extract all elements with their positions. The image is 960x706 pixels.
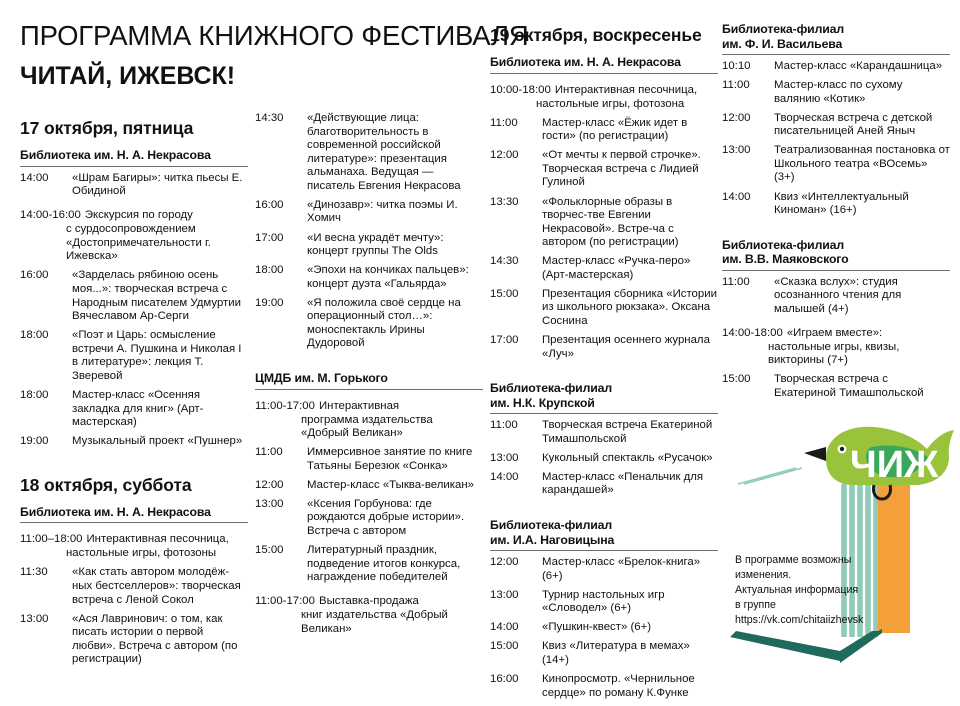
event-time: 14:30 (255, 112, 284, 124)
event-description: «Зарделась рябиною осень моя...»: творческая встреча с Народным писателем Удмуртии Вячеславом Ар-Серги (72, 269, 241, 323)
event-item[interactable] (255, 297, 483, 351)
event-description-continued: настольные игры, квизы, викторины (7+) (768, 340, 900, 367)
event-item[interactable] (255, 446, 483, 473)
event-time: 13:00 (490, 451, 519, 464)
event-description: Театрализованная постановка от Школьного театра «ВОсемь» (3+) (774, 144, 950, 184)
event-description: «Поэт и Царь: осмысление встречи А. Пушкина и Николая I в литературе»: лекция Т. Зверевой (72, 329, 242, 382)
venue-rule (722, 54, 950, 55)
event-time: 14:00 (20, 171, 49, 184)
event-item[interactable] (722, 373, 950, 400)
event-item[interactable] (255, 112, 483, 193)
event-item[interactable] (490, 621, 718, 635)
event-list (490, 556, 718, 700)
event-item[interactable] (722, 144, 950, 185)
event-item[interactable] (490, 556, 718, 583)
event-time: 11:00 (490, 116, 518, 129)
event-item[interactable] (722, 60, 950, 74)
event-time: 13:00 (490, 588, 519, 601)
event-item[interactable] (490, 117, 718, 144)
event-description: «Динозавр»: читка поэмы И. Хомич (307, 198, 458, 225)
venue-rule (255, 389, 483, 390)
event-time: 11:00 (255, 446, 283, 459)
venue-heading: Библиотека-филиал им. В.В. Маяковского (722, 237, 849, 267)
poster-title-block (20, 20, 529, 90)
poster-title-main: ПРОГРАММА КНИЖНОГО ФЕСТИВАЛЯ (20, 20, 529, 51)
event-time: 13:00 (722, 144, 751, 157)
venue-rule (490, 413, 718, 414)
event-list (255, 112, 483, 351)
event-item[interactable] (490, 640, 718, 667)
event-item[interactable] (20, 172, 248, 199)
event-description: Литературный праздник, подведение итогов конкурса, награждение победителей (307, 544, 461, 584)
event-description: Интерактивная песочница, настольные игры, фотозоны (20, 533, 248, 561)
event-time: 18:00 (255, 264, 284, 277)
event-list (490, 419, 718, 498)
venue-heading: Библиотека им. Н. А. Некрасова (20, 504, 211, 519)
event-list (722, 60, 950, 218)
event-description: Квиз «Литература в мемах» (14+) (542, 640, 690, 666)
footer-note-line-4: в группе (735, 599, 776, 612)
event-item[interactable] (255, 544, 483, 585)
event-item[interactable] (722, 276, 950, 317)
event-description-continued: с сурдосопровождением «Достопримечательности г. Ижевска» (66, 223, 211, 263)
event-description-continued: настольные игры, фотозона (536, 97, 685, 110)
event-item[interactable] (490, 334, 718, 361)
event-description: Мастер-класс «Карандашница» (774, 60, 943, 72)
day-title: 18 октября, суббота (20, 474, 192, 495)
venue-heading: Библиотека-филиал им. Ф. И. Васильева (722, 22, 845, 51)
event-time: 11:00 (490, 419, 518, 432)
event-list (255, 395, 483, 637)
event-item[interactable] (490, 255, 718, 282)
event-description: «От мечты к первой строчке». Творческая встреча с Лидией Гулиной (542, 149, 701, 189)
event-time: 14:00-18:00 (722, 326, 783, 339)
venue-heading: Библиотека им. Н. А. Некрасова (490, 55, 681, 70)
event-item[interactable] (490, 589, 718, 616)
event-time: 19:00 (20, 435, 49, 448)
venue-rule (722, 270, 950, 271)
event-time: 16:00 (255, 198, 284, 211)
event-time: 18:00 (20, 388, 49, 401)
event-item[interactable] (722, 112, 950, 139)
event-description: «Шрам Багиры»: читка пьесы Е. Обидиной (72, 171, 243, 198)
event-description-continued: программа издательства «Добрый Великан» (301, 413, 433, 440)
venue-rule (20, 522, 248, 523)
event-description: Мастер-класс «Ручка-перо» (Арт-мастерская) (542, 255, 691, 281)
event-time: 10:00-18:00 (490, 83, 551, 96)
event-time: 12:00 (490, 556, 519, 569)
event-item[interactable] (490, 419, 718, 446)
venue-heading: ЦМДБ им. М. Горького (255, 371, 388, 385)
event-description: Кукольный спектакль «Русачок» (542, 451, 713, 464)
program-column-2 (255, 112, 483, 642)
event-description: Мастер-класс «Пенальчик для карандашей» (542, 470, 704, 497)
event-description: Иммерсивное занятие по книге Татьяны Березюк «Сонка» (307, 446, 473, 472)
event-description: Творческая встреча с детской писательницей Аней Яныч (774, 111, 933, 138)
chizh-logo (722, 425, 960, 678)
venue-heading: Библиотека-филиал им. И.А. Наговицына (490, 518, 615, 547)
event-item[interactable] (722, 79, 950, 106)
event-time: 13:00 (20, 612, 49, 625)
event-time: 10:10 (722, 60, 751, 72)
event-description: Творческая встреча с Екатериной Тимашпольской (774, 373, 924, 400)
event-description: «Ася Лавринович: о том, как писать истории о первой любви». Встреча с автором (по регистрации) (72, 612, 238, 666)
event-list (722, 276, 950, 401)
event-description: «Играем вместе»: настольные игры, квизы, викторины (7+) (722, 327, 950, 368)
event-time: 14:00 (722, 190, 751, 203)
event-item[interactable] (490, 452, 718, 466)
event-description: Мастер-класс по сухому валянию «Котик» (774, 79, 903, 105)
event-list (490, 79, 718, 362)
event-time: 15:00 (255, 544, 284, 557)
event-item[interactable] (490, 196, 718, 250)
event-time: 13:00 (255, 497, 284, 510)
event-item[interactable] (20, 566, 248, 607)
event-description: Презентация сборника «Истории из школьного рюкзака». Оксана Соснина (542, 287, 717, 328)
event-time: 12:00 (255, 478, 284, 491)
event-description: Квиз «Интеллектуальный Киноман» (16+) (774, 190, 909, 217)
event-description: «Действующие лица: благотворительность в современной российской литературе»: презентация альманаха. Ведущая — писатель Евгения Некрасова (307, 112, 461, 192)
event-item[interactable] (20, 329, 248, 383)
event-list (20, 172, 248, 449)
event-description: «Фольклорные образы в творчес-тве Евгении Некрасовой». Встре-ча с автором (по регистрации) (542, 195, 679, 249)
event-time: 15:00 (722, 373, 751, 386)
event-time: 17:00 (490, 334, 519, 347)
event-item[interactable] (255, 498, 483, 539)
event-description: Экскурсия по городу с сурдосопровождением «Достопримечательности г. Ижевска» (20, 209, 248, 264)
event-item[interactable] (490, 288, 718, 329)
event-time: 16:00 (490, 672, 519, 685)
venue-rule (490, 550, 718, 551)
event-time: 15:00 (490, 640, 519, 653)
event-description: «Я положила своё сердце на операционный стол…»: моноспектакль Ирины Дудоровой (307, 296, 461, 350)
event-description-continued: настольные игры, фотозоны (66, 547, 217, 560)
event-time: 11:30 (20, 566, 48, 579)
event-description: «Ксения Горбунова: где рождаются добрые истории». Встреча с автором (307, 497, 465, 537)
event-time: 14:30 (490, 255, 519, 268)
event-description: Интерактивная программа издательства «Добрый Великан» (255, 400, 483, 441)
event-item[interactable] (255, 264, 483, 291)
event-time: 19:00 (255, 296, 284, 309)
venue-heading: Библиотека-филиал им. Н.К. Крупской (490, 381, 613, 410)
event-item[interactable] (20, 389, 248, 430)
event-description: Кинопросмотр. «Чернильное сердце» по роману К.Функе (542, 672, 695, 699)
program-column-1 (20, 118, 248, 672)
event-time: 12:00 (490, 149, 519, 162)
footer-note (735, 553, 915, 628)
event-description: «Сказка вслух»: студия осознанного чтения для малышей (4+) (774, 275, 902, 315)
event-description: «Пушкин-квест» (6+) (542, 621, 652, 634)
event-item[interactable] (255, 232, 483, 259)
event-description: Мастер-класс «Ёжик идет в гости» (по регистрации) (542, 116, 688, 143)
event-description: «Как стать автором молодёж-ных бестселлеров»: творческая встреча с Леной Сокол (72, 566, 241, 606)
venue-rule (20, 166, 248, 167)
event-description: Творческая встреча Екатериной Тимашпольской (542, 419, 713, 445)
event-item[interactable] (490, 673, 718, 700)
event-item[interactable] (490, 471, 718, 498)
event-item[interactable] (20, 528, 248, 561)
event-item[interactable] (255, 590, 483, 636)
event-time: 11:00 (722, 275, 750, 288)
event-time: 14:00 (490, 470, 519, 483)
venue-heading: Библиотека им. Н. А. Некрасова (20, 148, 211, 163)
footer-note-line-1: В программе возможны (735, 554, 852, 566)
event-time: 16:00 (20, 269, 49, 282)
venue-rule (490, 73, 718, 74)
event-item[interactable] (255, 199, 483, 226)
chizh-bird-book-icon (722, 425, 960, 678)
day-title: 17 октября, пятница (20, 118, 194, 138)
event-description: «И весна украдёт мечту»: концерт группы The Olds (307, 231, 444, 258)
event-item[interactable] (20, 435, 248, 449)
event-item[interactable] (20, 269, 248, 323)
event-list (20, 528, 248, 667)
event-item[interactable] (255, 395, 483, 441)
program-column-4 (722, 22, 950, 406)
event-description: Мастер-класс «Осенняя закладка для книг» (Арт-мастерская) (72, 388, 204, 429)
event-time: 17:00 (255, 231, 284, 244)
event-item[interactable] (490, 79, 718, 112)
event-time: 11:00-17:00 (255, 399, 315, 412)
event-description-continued: книг издательства «Добрый Великан» (301, 609, 448, 635)
event-description: Выставка-продажа книг издательства «Добрый Великан» (255, 595, 483, 636)
event-time: 14:00-16:00 (20, 209, 81, 222)
event-time: 18:00 (20, 329, 49, 342)
event-item[interactable] (722, 322, 950, 368)
event-description: Музыкальный проект «Пушнер» (72, 435, 243, 448)
event-item[interactable] (255, 479, 483, 493)
logo-bird-text: ЧИЖ (850, 444, 939, 486)
event-time: 12:00 (722, 111, 751, 124)
event-description: Мастер-класс «Тыква-великан» (307, 478, 474, 491)
footer-note-line-2: изменения. (735, 569, 792, 582)
event-item[interactable] (722, 191, 950, 218)
poster-title-sub: ЧИТАЙ, ИЖЕВСК! (20, 61, 236, 90)
event-time: 15:00 (490, 287, 519, 300)
event-item[interactable] (20, 613, 248, 667)
event-time: 11:00 (722, 79, 750, 92)
footer-vk-link[interactable]: https://vk.com/chitaiizhevsk (735, 614, 864, 627)
day-title: 19 октября, воскресенье (490, 25, 702, 45)
event-time: 11:00–18:00 (20, 533, 83, 546)
event-time: 11:00-17:00 (255, 595, 315, 608)
event-description: Презентация осеннего журнала «Луч» (542, 334, 710, 360)
footer-note-line-3: Актуальная информация (735, 584, 859, 597)
event-description: Турнир настольных игр «Словодел» (6+) (542, 588, 665, 615)
event-description: Интерактивная песочница, настольные игры, фотозона (490, 84, 718, 112)
event-item[interactable] (490, 149, 718, 190)
event-time: 14:00 (490, 621, 519, 634)
program-column-3 (490, 25, 718, 706)
event-item[interactable] (20, 204, 248, 264)
event-description: «Эпохи на кончиках пальцев»: концерт дуэта «Гальярда» (307, 264, 469, 290)
event-time: 13:30 (490, 195, 519, 208)
event-description: Мастер-класс «Брелок-книга» (6+) (542, 556, 701, 582)
